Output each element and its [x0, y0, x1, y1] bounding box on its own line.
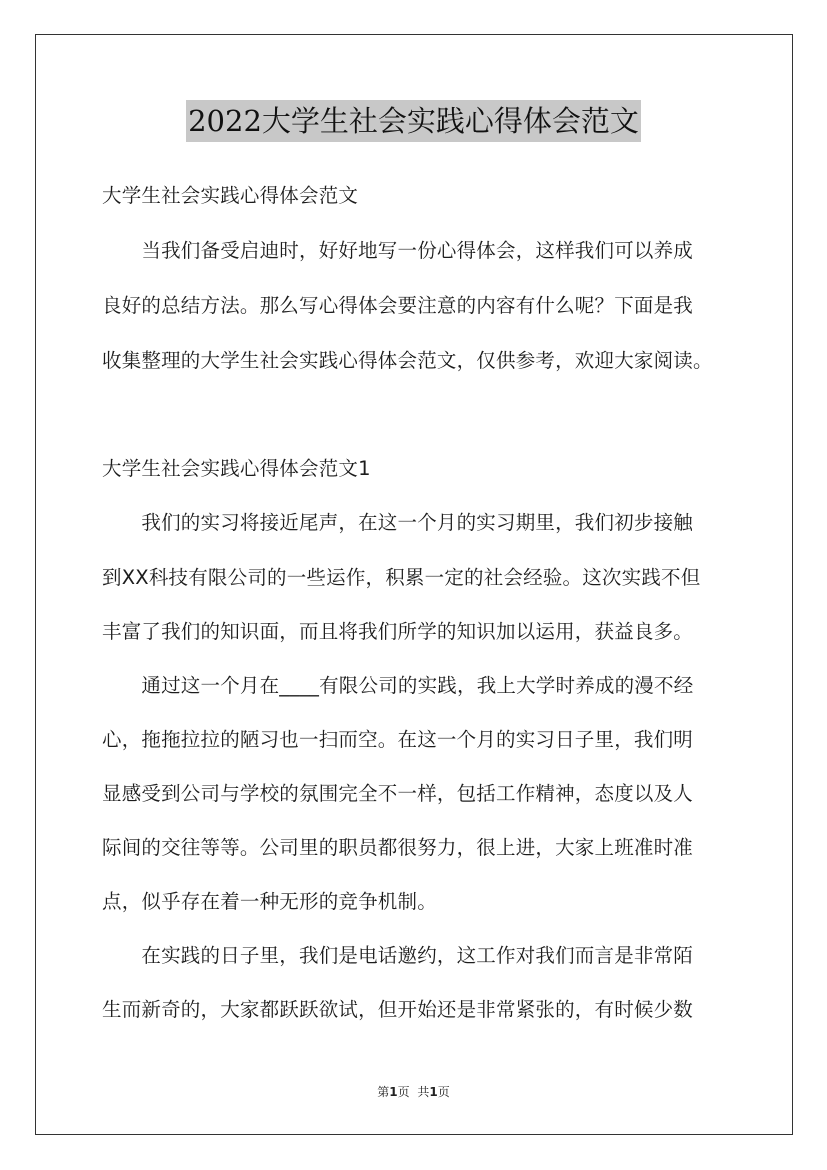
paragraph-line: 当我们备受启迪时，好好地写一份心得体会，这样我们可以养成 — [102, 239, 694, 262]
paragraph-line: 到XX科技有限公司的一些运作，积累一定的社会经验。这次实践不但 — [102, 566, 701, 589]
page-suffix: 页 — [397, 1085, 410, 1099]
document-title: 2022大学生社会实践心得体会范文 — [186, 100, 641, 142]
paragraph-line: 收集整理的大学生社会实践心得体会范文，仅供参考，欢迎大家阅读。 — [102, 349, 713, 372]
page-number: 1 — [389, 1085, 398, 1099]
total-pages: 1 — [429, 1085, 438, 1099]
paragraph-line: 通过这一个月在____有限公司的实践，我上大学时养成的漫不经 — [102, 674, 694, 697]
section-heading: 大学生社会实践心得体会范文1 — [102, 457, 371, 480]
page-footer — [0, 1083, 827, 1100]
total-prefix: 共 — [417, 1085, 430, 1099]
paragraph-line: 心，拖拖拉拉的陋习也一扫而空。在这一个月的实习日子里，我们明 — [102, 728, 694, 751]
section-heading: 大学生社会实践心得体会范文 — [102, 184, 359, 207]
total-suffix: 页 — [437, 1085, 450, 1099]
paragraph-line: 在实践的日子里，我们是电话邀约，这工作对我们而言是非常陌 — [102, 944, 694, 967]
page-prefix: 第 — [377, 1085, 390, 1099]
paragraph-line: 际间的交往等等。公司里的职员都很努力，很上进，大家上班准时准 — [102, 836, 694, 859]
title-container — [0, 100, 827, 142]
paragraph-line: 良好的总结方法。那么写心得体会要注意的内容有什么呢？下面是我 — [102, 294, 694, 317]
paragraph-line: 我们的实习将接近尾声，在这一个月的实习期里，我们初步接触 — [102, 511, 694, 534]
paragraph-line: 丰富了我们的知识面，而且将我们所学的知识加以运用，获益良多。 — [102, 620, 694, 643]
paragraph-line: 生而新奇的，大家都跃跃欲试，但开始还是非常紧张的，有时候少数 — [102, 998, 694, 1021]
paragraph-line: 显感受到公司与学校的氛围完全不一样，包括工作精神，态度以及人 — [102, 782, 694, 805]
paragraph-line: 点，似乎存在着一种无形的竞争机制。 — [102, 890, 437, 913]
